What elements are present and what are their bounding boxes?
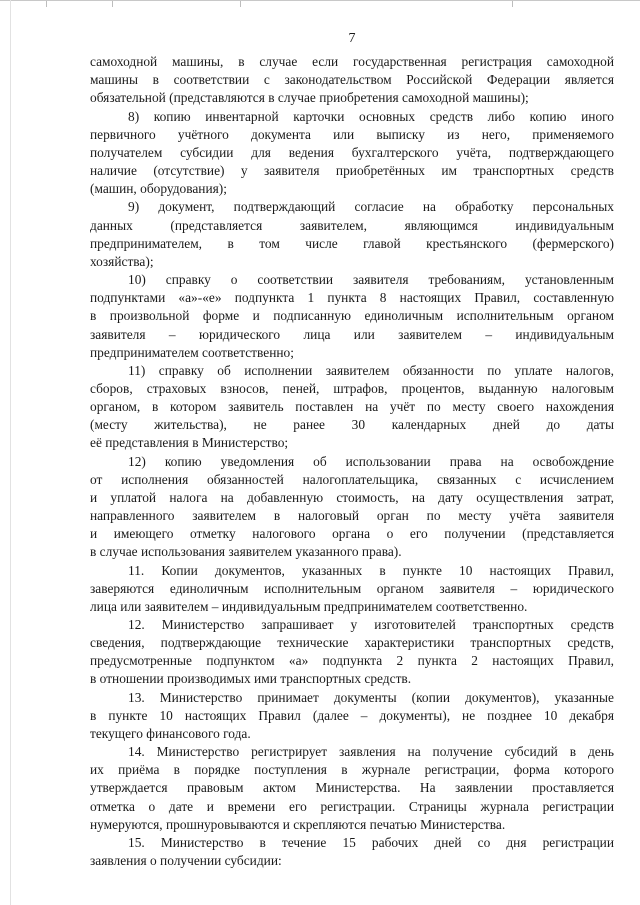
scan-tick	[112, 1, 113, 7]
text-line: 14. Министерство регистрирует заявления на получение субсидий в день	[128, 744, 614, 760]
text-line: заявления о получении субсидии:	[90, 853, 282, 869]
text-line: отметка о дате и времени его регистрации. Страницы журнала регистрации	[90, 798, 614, 814]
text-line: сборов, страховых взносов, пеней, штрафов, процентов, выданную налоговым	[90, 380, 614, 396]
text-line: 13. Министерство принимает документы (копии документов), указанные	[128, 689, 614, 705]
text-line: (месту жительства), не ранее 30 календарных дней до даты	[90, 417, 614, 433]
text-line: предпринимателем соответственно;	[90, 344, 294, 360]
text-line: в пункте 10 настоящих Правил (далее – документы), не позднее 10 декабря	[90, 707, 614, 723]
text-line: в отношении производимых ими транспортных средств.	[90, 671, 412, 687]
text-line: органом, в котором заявитель поставлен на учёт по месту своего нахождения	[90, 399, 614, 415]
paragraph	[90, 453, 614, 562]
text-line: 10) справку о соответствии заявителя требованиям, установленным	[128, 272, 614, 288]
text-line: заверяются единоличным исполнительным органом заявителя – юридического	[90, 580, 614, 596]
text-line: утверждается правовым актом Министерства. На заявлении проставляется	[90, 780, 614, 796]
text-line: самоходной машины, в случае если государственная регистрация самоходной	[90, 54, 614, 70]
text-line: 8) копию инвентарной карточки основных средств либо копию иного	[128, 108, 614, 124]
paragraph	[90, 689, 614, 743]
scan-top-edge	[0, 0, 640, 9]
text-line: и уплатой налога на добавленную стоимость, на дату осуществления затрат,	[90, 489, 614, 505]
margin-mark-icon	[583, 460, 595, 472]
text-line: 9) документ, подтверждающий согласие на обработку персональных	[128, 199, 614, 215]
text-line: первичного учётного документа или выписку из него, применяемого	[90, 126, 614, 142]
text-line: лица или заявителем – индивидуальным предпринимателем соответственно.	[90, 598, 528, 614]
text-line: 12) копию уведомления об использовании права на освобождение	[128, 453, 614, 469]
paragraph	[90, 271, 614, 362]
text-line: хозяйства);	[90, 253, 154, 269]
text-line: от исполнения обязанностей налогоплательщика, связанных с исчислением	[90, 471, 614, 487]
paragraph	[90, 53, 614, 107]
scan-left-edge	[10, 0, 11, 905]
paragraph	[90, 834, 614, 870]
paragraph	[90, 562, 614, 616]
paragraph	[90, 198, 614, 271]
text-line: наличие (отсутствие) у заявителя приобретённых им транспортных средств	[90, 163, 614, 179]
paragraph	[90, 362, 614, 453]
text-line: предусмотренные подпунктом «а» подпункта 2 пункта 2 настоящих Правил,	[90, 653, 614, 669]
text-line: 11. Копии документов, указанных в пункте 10 настоящих Правил,	[128, 562, 614, 578]
paragraph	[90, 616, 614, 689]
text-line: (машин, оборудования);	[90, 181, 227, 197]
text-line: в произвольной форме и подписанную единоличным исполнительным органом	[90, 308, 614, 324]
text-line: заявителя – юридического лица или заявителем – индивидуальным	[90, 326, 614, 342]
paragraph	[90, 108, 614, 199]
text-line: её представления в Министерство;	[90, 435, 289, 451]
text-line: и имеющего отметку налогового органа о его получении (представляется	[90, 526, 614, 542]
text-line: подпунктами «а»-«е» подпункта 1 пункта 8 настоящих Правил, составленную	[90, 290, 614, 306]
text-line: сведения, подтверждающие технические характеристики транспортных средств,	[90, 635, 614, 651]
text-line: обязательной (представляются в случае приобретения самоходной машины);	[90, 90, 529, 106]
scan-tick	[240, 1, 241, 7]
page-number: 7	[348, 31, 356, 46]
paragraph	[90, 743, 614, 834]
text-line: их приёма в порядке поступления в журнале регистрации, форма которого	[90, 762, 614, 778]
document-body	[90, 53, 614, 870]
text-line: данных (представляется заявителем, являющимся индивидуальным	[90, 217, 614, 233]
text-line: направленного заявителем в налоговый орган по месту учёта заявителя	[90, 508, 614, 524]
text-line: текущего финансового года.	[90, 725, 251, 741]
text-line: нумеруются, прошнуровываются и скрепляются печатью Министерства.	[90, 816, 506, 832]
text-line: 11) справку об исполнении заявителем обязанности по уплате налогов,	[128, 362, 614, 378]
text-line: машины в соответствии с законодательством Российской Федерации является	[90, 72, 614, 88]
text-line: 15. Министерство в течение 15 рабочих дней со дня регистрации	[128, 834, 614, 850]
text-line: получателем субсидии для ведения бухгалтерского учёта, подтверждающего	[90, 144, 614, 160]
text-line: в случае использования заявителем указанного права).	[90, 544, 402, 560]
document-page	[90, 30, 614, 870]
text-line: предпринимателем, в том числе главой крестьянского (фермерского)	[90, 235, 614, 251]
scan-tick	[46, 1, 47, 7]
scan-tick	[512, 1, 513, 7]
text-line: 12. Министерство запрашивает у изготовителей транспортных средств	[128, 617, 614, 632]
